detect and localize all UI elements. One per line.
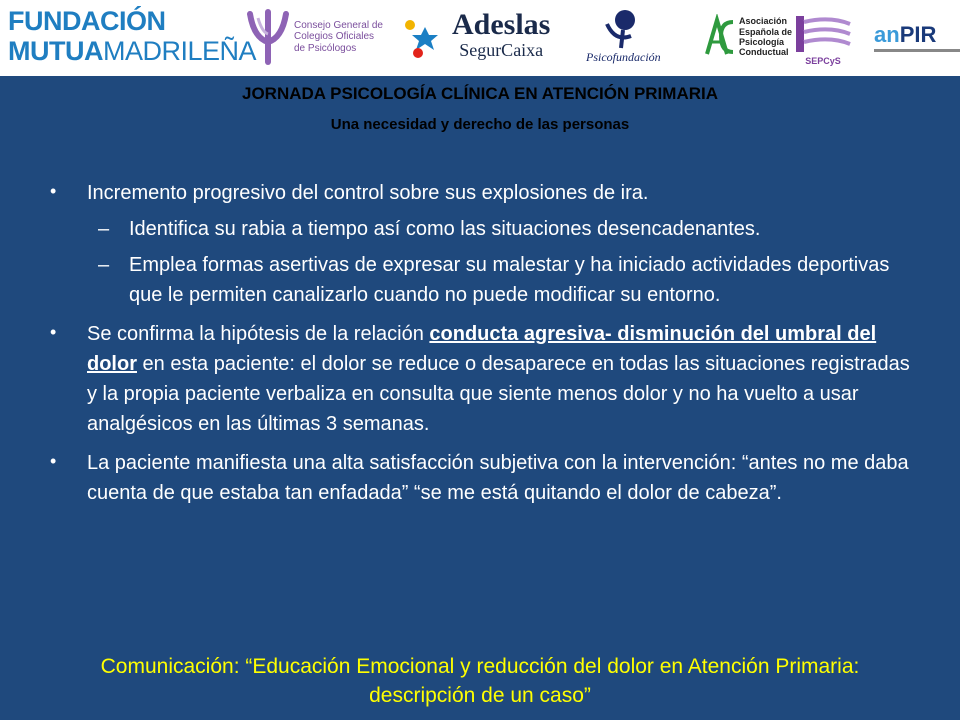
bullet-item: [50, 448, 910, 508]
psicofundacion-name: Psicofundación: [586, 50, 661, 64]
fundacion-logo-line1: FUNDACIÓN: [8, 6, 166, 36]
aepc-line3: Psicología: [739, 37, 785, 47]
sepcys-symbol-icon: [790, 12, 856, 56]
adeslas-name: Adeslas: [452, 8, 551, 41]
aepc-line1: Asociación: [739, 16, 788, 27]
psi-symbol-icon: [244, 8, 292, 66]
anpir-logo: [874, 24, 960, 52]
aepc-symbol-icon: [703, 14, 737, 60]
psicofundacion-logo: [586, 6, 661, 65]
sepcys-logo: [790, 12, 856, 66]
cop-logo-line3: de Psicólogos: [294, 42, 357, 54]
bullet-dot: •: [50, 181, 57, 201]
sponsor-logo-bar: [0, 0, 960, 76]
bullet-dot: •: [50, 451, 57, 471]
sub-bullet-item: [50, 214, 910, 244]
bullet-text-pre: Se confirma la hipótesis de la relación: [87, 323, 430, 345]
fundacion-mutua-madrilena-logo: [8, 8, 256, 65]
sub-bullet-dash: –: [98, 254, 110, 276]
slide-body: [50, 178, 910, 508]
footer-line2: descripción de un caso”: [369, 684, 591, 708]
fundacion-logo-line2: MUTUAMADRILEÑA: [8, 36, 257, 66]
bullet-text: La paciente manifiesta una alta satisfacción subjetiva con la intervención: “antes no me daba cuenta de que estaba tan enfadada” “se me está quitando el dolor de cabeza”.: [87, 452, 909, 504]
bullet-item: [50, 319, 910, 439]
anpir-an: an: [874, 22, 900, 47]
bullet-text: Incremento progresivo del control sobre sus explosiones de ira.: [87, 182, 649, 204]
adeslas-logo: [402, 10, 550, 62]
cop-logo-line2: Colegios Oficiales: [294, 31, 375, 43]
sub-bullet-text: Emplea formas asertivas de expresar su malestar y ha iniciado actividades deportivas que le permiten canalizarlo cuando no puede modificar su entorno.: [129, 254, 890, 306]
aepc-line4: Conductual: [739, 47, 789, 58]
footer-line1: Comunicación: “Educación Emocional y reducción del dolor en Atención Primaria:: [100, 655, 860, 678]
caixa-star-icon: [402, 13, 448, 59]
bullet-text-post: en esta paciente: el dolor se reduce o desaparece en todas las situaciones registradas y la propia paciente verbaliza en consulta que siente menos dolor y no ha vuelto a usar analgésicos en las últimas 3 semanas.: [87, 353, 910, 435]
adeslas-sub: SegurCaixa: [459, 40, 544, 60]
cop-logo-line1: Consejo General de: [294, 19, 383, 31]
slide-subtitle: Una necesidad y derecho de las personas: [330, 116, 630, 133]
psicofundacion-symbol-icon: [601, 6, 645, 50]
slide-title: JORNADA PSICOLOGÍA CLÍNICA EN ATENCIÓN PRIMARIA: [241, 84, 718, 103]
aepc-logo: [703, 14, 792, 60]
communication-footer: [0, 652, 960, 711]
anpir-tagline-bar: [874, 49, 960, 52]
sepcys-name: SEPCyS: [805, 56, 841, 66]
bullet-text-underlined: conducta agresiva- disminución del umbral del dolor: [87, 323, 877, 375]
sub-bullet-dash: –: [98, 218, 110, 240]
aepc-line2: Española de: [739, 26, 793, 37]
bullet-dot: •: [50, 322, 57, 342]
consejo-psicologos-logo: [244, 8, 383, 66]
bullet-item: [50, 178, 910, 208]
sub-bullet-item: [50, 250, 910, 310]
sub-bullet-text: Identifica su rabia a tiempo así como las situaciones desencadenantes.: [129, 218, 761, 240]
anpir-pir: PIR: [899, 22, 937, 47]
